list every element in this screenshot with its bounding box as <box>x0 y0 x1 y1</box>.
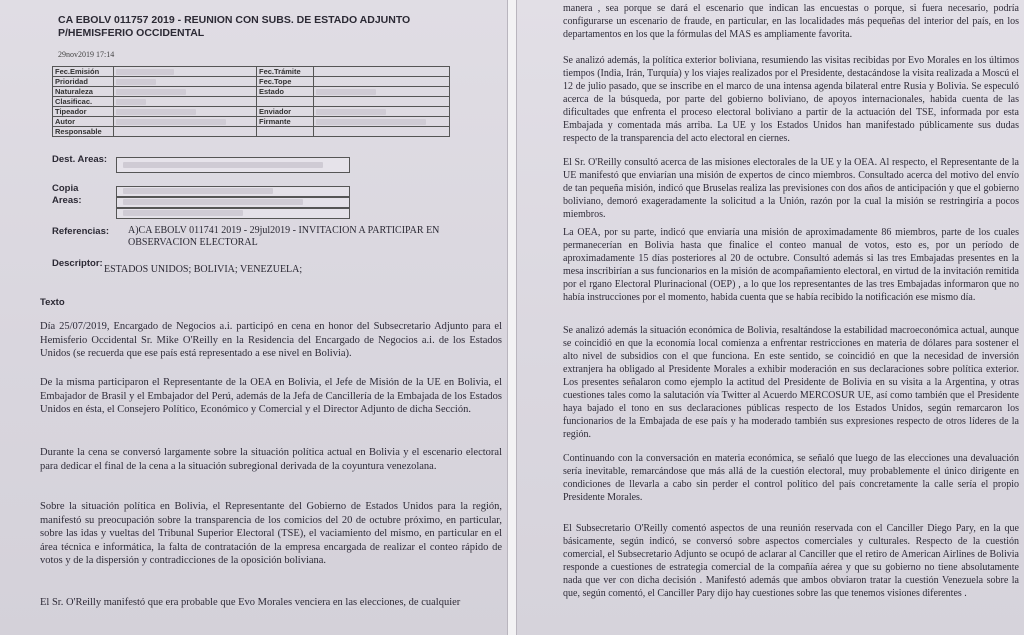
fec-tope-label: Fec.Tope <box>257 77 314 87</box>
referencias-label: Referencias: <box>52 226 110 237</box>
fec-emision-label: Fec.Emisión <box>53 67 114 77</box>
redaction-mark <box>123 210 243 216</box>
redaction-mark <box>116 99 146 105</box>
paragraph: Sobre la situación política en Bolivia, el Representante del Gobierno de Estados Unidos para la región, manifestó su preocupación sobre la transparencia de los comicios del 20 de octubre próximo, en particular, sobre las idas y vueltas del Tribunal Superior Electoral (TSE), el vaciamiento del mismo, en particular en el área técnica e informática, la falta de contratación de la empresa encargada de realizar el conteo rápido de votos y de la dispersión y contradicciones de la oposición boliviana. <box>40 501 502 567</box>
page-gap <box>508 0 516 635</box>
enviador-label: Enviador <box>257 107 314 117</box>
clasificac-label: Clasificac. <box>53 97 114 107</box>
metadata-table <box>52 66 450 137</box>
paragraph: Día 25/07/2019, Encargado de Negocios a.i. participó en cena en honor del Subsecretario Adjunto para el Hemisferio Occidental Sr. Mike O'Reilly en la Residencia del Encargado de Negocios a.i. de los Estados Unidos (se recuerda que ese país está representado a ese nivel en Bolivia). <box>40 321 502 360</box>
paragraph: El Subsecretario O'Reilly comentó aspectos de una reunión reservada con el Canciller Diego Pary, en la que básicamente, según indicó, se conversó sobre aspectos comerciales y culturales. Respecto de la cuestión comercial, el Subsecretario Adjunto se ocupó de aclarar al Canciller que el retiro de American Airlines de Bolivia responde a cuestiones de estrategia comercial de la compañía aérea y que su gobierno no tiene absolutamente nada que ver con dicha decisión . Manifestó además que ambos obviaron tratar la cuestión Venezuela sobre la que, según comentó, el Canciller Pary dijo hay cuestiones sobre las que tenemos visiones diferentes . <box>563 523 1019 599</box>
estado-label: Estado <box>257 87 314 97</box>
responsable-label: Responsable <box>53 127 114 137</box>
copia-label: Copia <box>52 183 79 194</box>
firmante-label: Firmante <box>257 117 314 127</box>
paragraph: Se analizó además la situación económica de Bolivia, resaltándose la estabilidad macroeconómica actual, aunque se coincidió en que la economía local comienza a enfrentar restricciones en materia de dólares para sostener el alto nivel de subsidios con el que funciona. En este sentido, se coincidió en que la necesidad de inversión extranjera ha obligado al Presidente Morales a exhibir moderación en sus declaraciones sobre política exterior. Los presentes señalaron como ejemplo la actitud del Presidente de Bolivia en su visita a la Argentina, y otras cuestiones tales como la salutación vía Twitter al Acuerdo MERCOSUR UE, así como también que el Presidente haya bajado el tono en sus declaraciones públicas respecto de los Estados Unidos, según remarcaron los funcionarios de la Embajada de ese país y ha moderado también sus expresiones respecto de otros líderes de la región. <box>563 325 1019 440</box>
autor-label: Autor <box>53 117 114 127</box>
redaction-mark <box>316 89 376 95</box>
dest-areas-label: Dest. Areas: <box>52 154 108 165</box>
redaction-mark <box>116 79 156 85</box>
referencias-value: A)CA EBOLV 011741 2019 - 29jul2019 - INVITACION A PARTICIPAR EN OBSERVACION ELECTORAL <box>128 225 440 248</box>
descriptor-value: ESTADOS UNIDOS; BOLIVIA; VENEZUELA; <box>104 264 303 275</box>
fec-tramite-label: Fec.Trámite <box>257 67 314 77</box>
document-date: 29nov2019 17:14 <box>58 50 115 59</box>
redaction-mark <box>116 89 186 95</box>
paragraph: Durante la cena se conversó largamente sobre la situación política actual en Bolivia y el escenario electoral para dedicar el final de la cena a la situación subregional derivada de la coyuntura venezolana. <box>40 447 502 472</box>
redaction-mark <box>123 162 323 168</box>
redaction-mark <box>116 109 196 115</box>
left-page <box>0 0 508 635</box>
texto-label: Texto <box>40 297 65 308</box>
paragraph: Se analizó además, la política exterior boliviana, resumiendo las visitas recibidas por Evo Morales en los últimos tiempos (India, Irán, Turquía) y los viajes realizados por el Presidente, destacándose la visita realizada a Moscú el 12 de julio pasado, que se inscribe en el marco de una intensa agenda bilateral entre Rusia y Bolivia. Se especuló acerca de la búsqueda, por parte del gobierno boliviano, de apoyos internacionales, habida cuenta de las dificultades que enfrenta el proceso electoral boliviano a partir de la actuación del TSE, informada por esta Embajada y comentada más arriba. La UE y los Estados Unidos han manifestado públicamente sus dudas respecto de la transparencia del acto electoral en ciernes. <box>563 55 1019 144</box>
redaction-mark <box>123 188 273 194</box>
paragraph: La OEA, por su parte, indicó que enviaría una misión de aproximadamente 86 miembros, parte de los cuales permanecerían en Bolivia hasta que finalice el conteo manual de votos, esto es, por un período de aproximadamente 15 días posteriores al 20 de octubre. Consultó además si las tres Embajadas presentes en la mesa inscribirían a sus funcionarios en la misión de acompañamiento electoral, en virtud de la invitación remitida por el rgano Electoral Plurinacional (OEP) , a lo que los representantes de las tres Embajadas informaron que no había instrucciones por el momento, habida cuenta que se había recibido la notificación ese mismo día. <box>563 227 1019 303</box>
paragraph: manera , sea porque se dará el escenario que indican las encuestas o porque, si fuera necesario, podría configurarse un escenario de fraude, en particular, en las localidades más pequeñas del interior del país, en los departamentos en los que la fórmulas del MAS es ampliamente favorita. <box>563 3 1019 40</box>
dest-areas-box <box>116 157 350 173</box>
redaction-mark <box>123 199 303 205</box>
redaction-mark <box>116 69 174 75</box>
prioridad-label: Prioridad <box>53 77 114 87</box>
right-page <box>516 0 1024 635</box>
paragraph: El Sr. O'Reilly manifestó que era probable que Evo Morales venciera en las elecciones, de cualquier <box>40 597 461 608</box>
redaction-mark <box>316 119 426 125</box>
areas-label: Areas: <box>52 195 82 206</box>
naturaleza-label: Naturaleza <box>53 87 114 97</box>
paragraph: Continuando con la conversación en materia económica, se señaló que luego de las elecciones una devaluación sería inevitable, remarcándose que más allá de la cuestión electoral, muy probablemente el único dirigente en condiciones de llevarla a cabo sin perder el control político del país concretamente la calle sería el propio Presidente Morales. <box>563 453 1019 503</box>
descriptor-label: Descriptor: <box>52 258 103 269</box>
copia-areas-box <box>116 186 350 219</box>
tipeador-label: Tipeador <box>53 107 114 117</box>
redaction-mark <box>316 109 386 115</box>
paragraph: El Sr. O'Reilly consultó acerca de las misiones electorales de la UE y la OEA. Al respecto, el Representante de la UE manifestó que enviarían una misión de expertos de cinco miembros. Consultado acerca del motivo del envío de tan pequeña misión, indicó que Bruselas realiza las previsiones con dos años de anticipación y que el gobierno boliviano, demoró exageradamente la solicitud a la Unión, razón por la cual la misión se restringiría a pocos miembros. <box>563 157 1019 220</box>
redaction-mark <box>116 119 226 125</box>
document-title: CA EBOLV 011757 2019 - REUNION CON SUBS. DE ESTADO ADJUNTO P/HEMISFERIO OCCIDENTAL <box>58 14 411 39</box>
paragraph: De la misma participaron el Representante de la OEA en Bolivia, el Jefe de Misión de la UE en Bolivia, el Embajador de Brasil y el Embajador del Perú, además de la Jefa de Cancillería de la Embajada de los Estados Unidos en ésta, el Consejero Político, Económico y Comercial y el Director Adjunto de dicha Sección. <box>40 377 502 416</box>
